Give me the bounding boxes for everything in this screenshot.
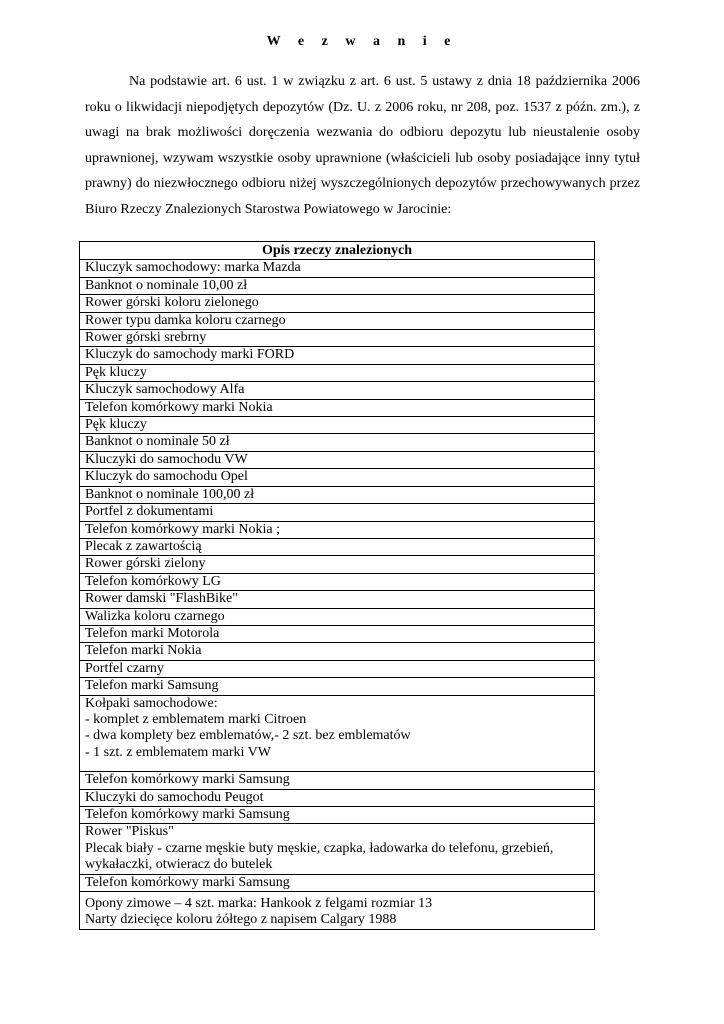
item-cell [80,789,595,806]
table-row [80,295,595,312]
item-text: Walizka koloru czarnego [85,608,225,624]
table-row [80,591,595,608]
item-cell [80,399,595,416]
table-row [80,556,595,573]
item-cell [80,330,595,347]
item-text: Plecak z zawartością [85,538,202,554]
item-text: Telefon marki Motorola [85,625,220,641]
item-text: Telefon komórkowy marki Nokia ; [85,521,280,537]
table-row [80,364,595,381]
item-cell [80,434,595,451]
item-text: Opony zimowe – 4 szt. marka: Hankook z felgami rozmiar 13 [85,896,433,912]
table-row [80,330,595,347]
item-text: - dwa komplety bez emblematów,- 2 szt. bez emblematów [85,728,411,744]
item-text: Telefon komórkowy marki Nokia [85,399,273,415]
item-text: Banknot o nominale 50 zł [85,434,230,450]
item-cell [80,892,595,930]
table-row [80,772,595,789]
item-cell [80,347,595,364]
table-body [80,260,595,929]
item-text: wykałaczki, otwieracz do butelek [85,857,273,873]
item-cell [80,625,595,642]
item-text: Rower typu damka koloru czarnego [85,312,286,328]
table-row [80,417,595,434]
item-cell [80,451,595,468]
item-text: Rower damski "FlashBike" [85,591,238,607]
item-cell [80,486,595,503]
item-cell [80,824,595,874]
item-cell [80,417,595,434]
item-text: - komplet z emblematem marki Citroen [85,711,307,727]
table-row [80,538,595,555]
table-row [80,660,595,677]
item-text: Portfel czarny [85,660,164,676]
item-cell [80,573,595,590]
item-cell [80,807,595,824]
found-items-table [79,241,595,930]
item-cell [80,364,595,381]
table-row [80,807,595,824]
table-row [80,399,595,416]
item-cell [80,504,595,521]
item-text: Telefon komórkowy marki Samsung [85,874,290,890]
item-cell [80,312,595,329]
table-header-row [80,242,595,260]
item-cell [80,608,595,625]
table-row [80,695,595,772]
item-cell [80,538,595,555]
item-cell [80,469,595,486]
table-row [80,608,595,625]
table-row [80,434,595,451]
table-row [80,504,595,521]
table-row [80,874,595,891]
table-row [80,789,595,806]
item-cell [80,678,595,695]
item-text: Narty dziecięce koloru żółtego z napisem Calgary 1988 [85,912,397,928]
item-cell [80,643,595,660]
item-text: Kluczyk do samochodu Opel [85,469,248,485]
item-text: Rower "Piskus" [85,824,174,840]
item-text: Kluczyk samochodowy: marka Mazda [85,260,301,276]
item-text: Kluczyki do samochodu VW [85,451,248,467]
item-text: Pęk kluczy [85,364,147,380]
item-text: Kołpaki samochodowe: [85,695,218,711]
item-cell [80,874,595,891]
item-cell [80,695,595,772]
item-text: Rower górski koloru zielonego [85,295,259,311]
item-text: Rower górski zielony [85,556,206,572]
item-cell [80,591,595,608]
item-text: Kluczyki do samochodu Peugot [85,789,264,805]
item-text: Telefon marki Nokia [85,643,202,659]
table-row [80,521,595,538]
item-cell [80,521,595,538]
item-text: Telefon komórkowy marki Samsung [85,772,290,788]
item-text: Banknot o nominale 100,00 zł [85,486,255,502]
table-row [80,643,595,660]
item-text: Rower górski srebrny [85,330,207,346]
table-row [80,347,595,364]
table-row [80,312,595,329]
item-text: Telefon komórkowy LG [85,573,221,589]
item-cell [80,260,595,277]
item-text: Banknot o nominale 10,00 zł [85,277,248,293]
item-text: Kluczyk do samochody marki FORD [85,347,295,363]
item-cell [80,277,595,294]
table-row [80,451,595,468]
intro-paragraph: Na podstawie art. 6 ust. 1 w związku z art. 6 ust. 5 ustawy z dnia 18 października 2006 roku o likwidacji niepodjętych depozytów (Dz. U. z 2006 roku, nr 208, poz. 1537 z późn. zm.), z uwagi na brak możliwości doręczenia wezwania do odbioru depozytu lub nieustalenie osoby uprawnionej, wzywam wszystkie osoby uprawnione (właścicieli lub osoby posiadające inny tytuł prawny) do niezwłocznego odbioru niżej wyszczególnionych depozytów przechowywanych przez Biuro Rzeczy Znalezionych Starostwa Powiatowego w Jarocinie: [85,74,640,217]
table-header-cell: Opis rzeczy znalezionych [80,242,595,260]
table-row [80,486,595,503]
document-title: W e z w a n i e [266,34,458,49]
item-cell [80,382,595,399]
item-text: - 1 szt. z emblematem marki VW [85,744,271,760]
item-text: Telefon marki Samsung [85,678,219,694]
table-row [80,260,595,277]
item-text: Telefon komórkowy marki Samsung [85,807,290,822]
item-cell [80,556,595,573]
item-text: Kluczyk samochodowy Alfa [85,382,245,398]
table-row [80,382,595,399]
item-cell [80,660,595,677]
table-row [80,892,595,930]
table-row [80,824,595,874]
item-text: Plecak biały - czarne męskie buty męskie, czapka, ładowarka do telefonu, grzebień, [85,840,554,856]
table-row [80,625,595,642]
item-cell [80,772,595,789]
table-row [80,277,595,294]
item-text: Pęk kluczy [85,417,147,433]
table-row [80,678,595,695]
table-row [80,573,595,590]
item-text: Portfel z dokumentami [85,504,214,520]
table-row [80,469,595,486]
item-cell [80,295,595,312]
